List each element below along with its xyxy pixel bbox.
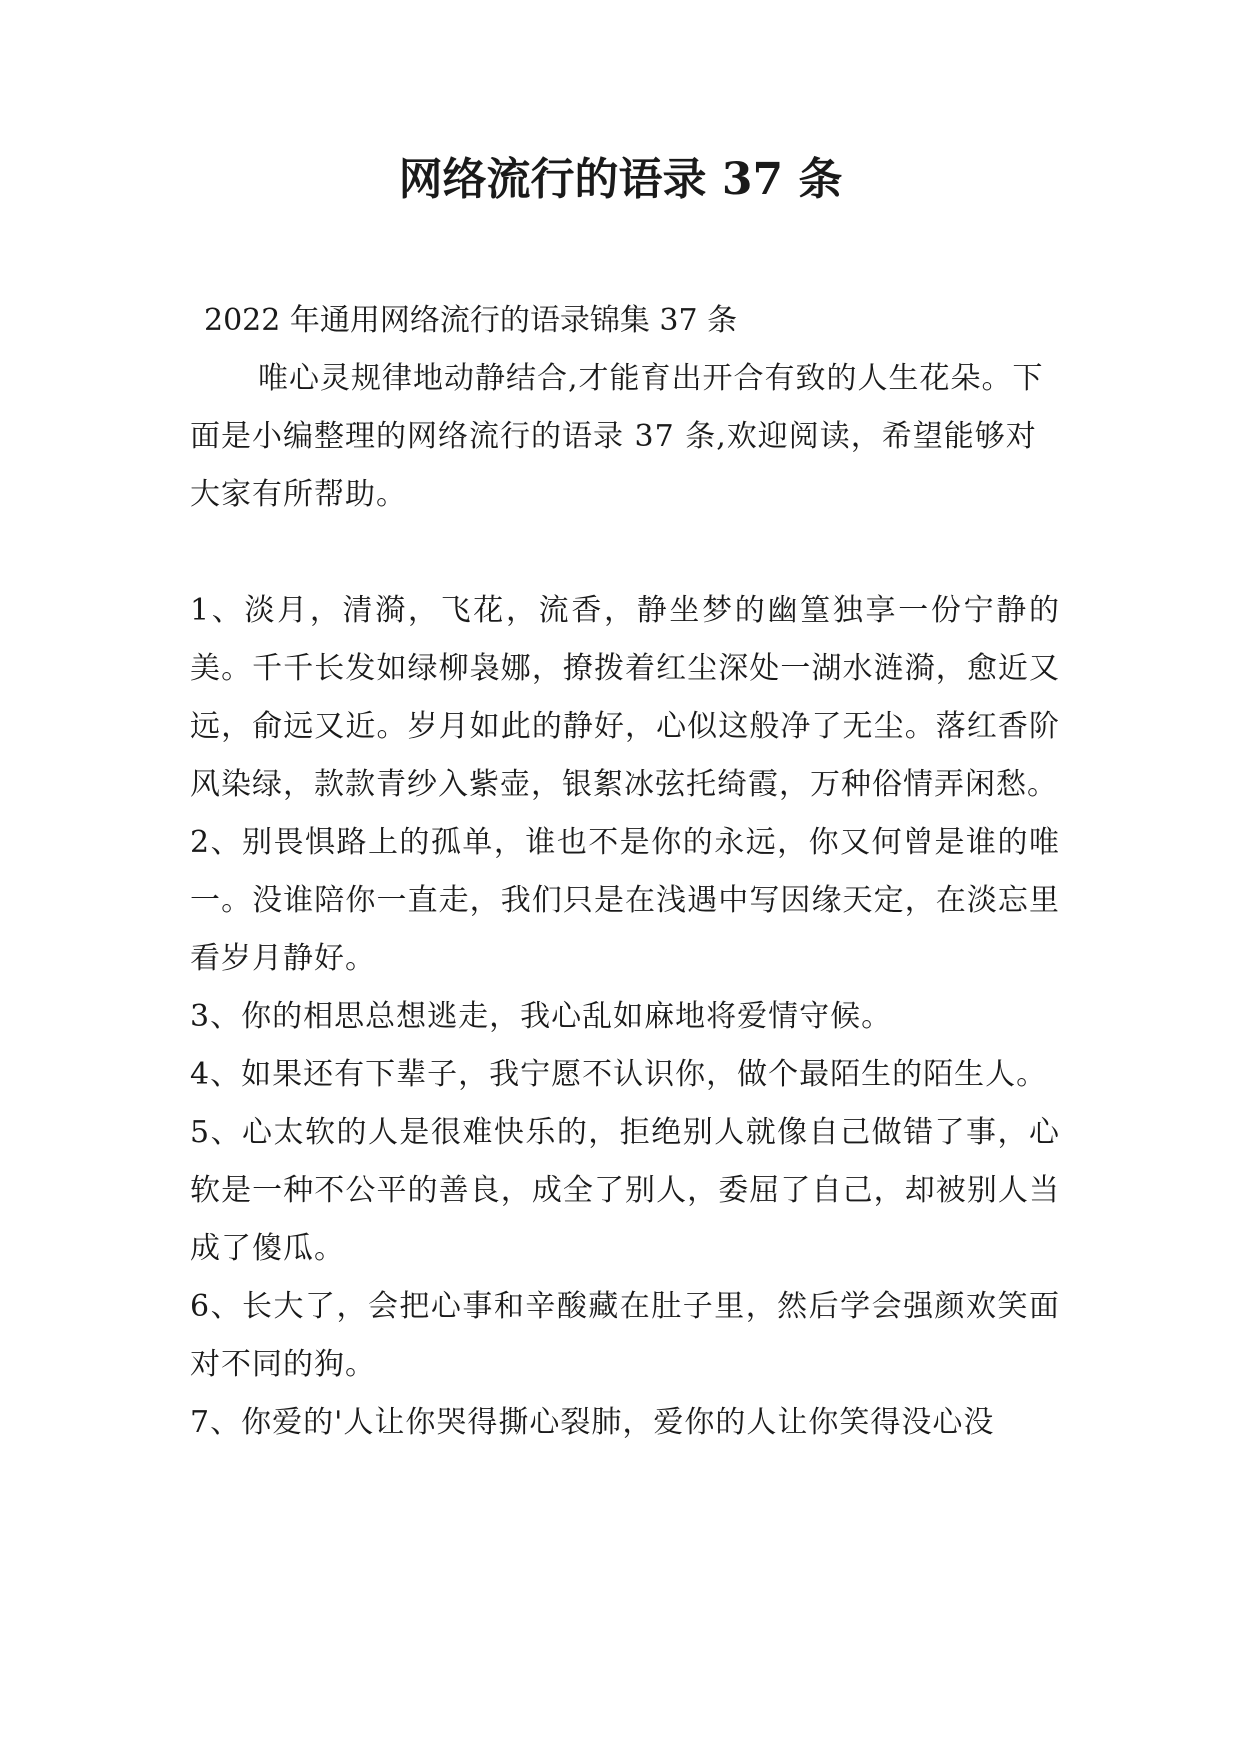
document-subtitle: 2022 年通用网络流行的语录锦集 37 条 <box>204 303 738 338</box>
quote-item: 1、淡月，清漪，飞花，流香，静坐梦的幽篁独享一份宁静的美。千千长发如绿柳袅娜，撩拨着红尘深处一湖水涟漪，愈近又远，俞远又近。岁月如此的静好，心似这般净了无尘。落红香阶风染绿，款款青纱入紫壶，银絮冰弦托绮霞，万种俗情弄闲愁。 <box>190 593 1060 802</box>
quote-item: 6、长大了，会把心事和辛酸藏在肚子里，然后学会强颜欢笑面对不同的狗。 <box>190 1289 1060 1382</box>
document-body <box>190 292 1060 1452</box>
quote-item: 7、你爱的'人让你哭得撕心裂肺，爱你的人让你笑得没心没 <box>190 1405 995 1440</box>
document-title: 网络流行的语录 37 条 <box>398 154 843 205</box>
quote-item: 3、你的相思总想逃走，我心乱如麻地将爱情守候。 <box>190 999 893 1034</box>
paragraph-spacer <box>190 524 1060 582</box>
quote-item: 5、心太软的人是很难快乐的，拒绝别人就像自己做错了事，心软是一种不公平的善良，成全了别人，委屈了自己，却被别人当成了傻瓜。 <box>190 1115 1060 1266</box>
quote-item: 2、别畏惧路上的孤单，谁也不是你的永远，你又何曾是谁的唯一。没谁陪你一直走，我们只是在浅遇中写因缘天定，在淡忘里看岁月静好。 <box>190 825 1060 976</box>
intro-paragraph: 唯心灵规律地动静结合,才能育出开合有致的人生花朵。下面是小编整理的网络流行的语录 37 条,欢迎阅读，希望能够对大家有所帮助。 <box>190 361 1044 512</box>
quote-item: 4、如果还有下辈子，我宁愿不认识你，做个最陌生的陌生人。 <box>190 1057 1048 1092</box>
